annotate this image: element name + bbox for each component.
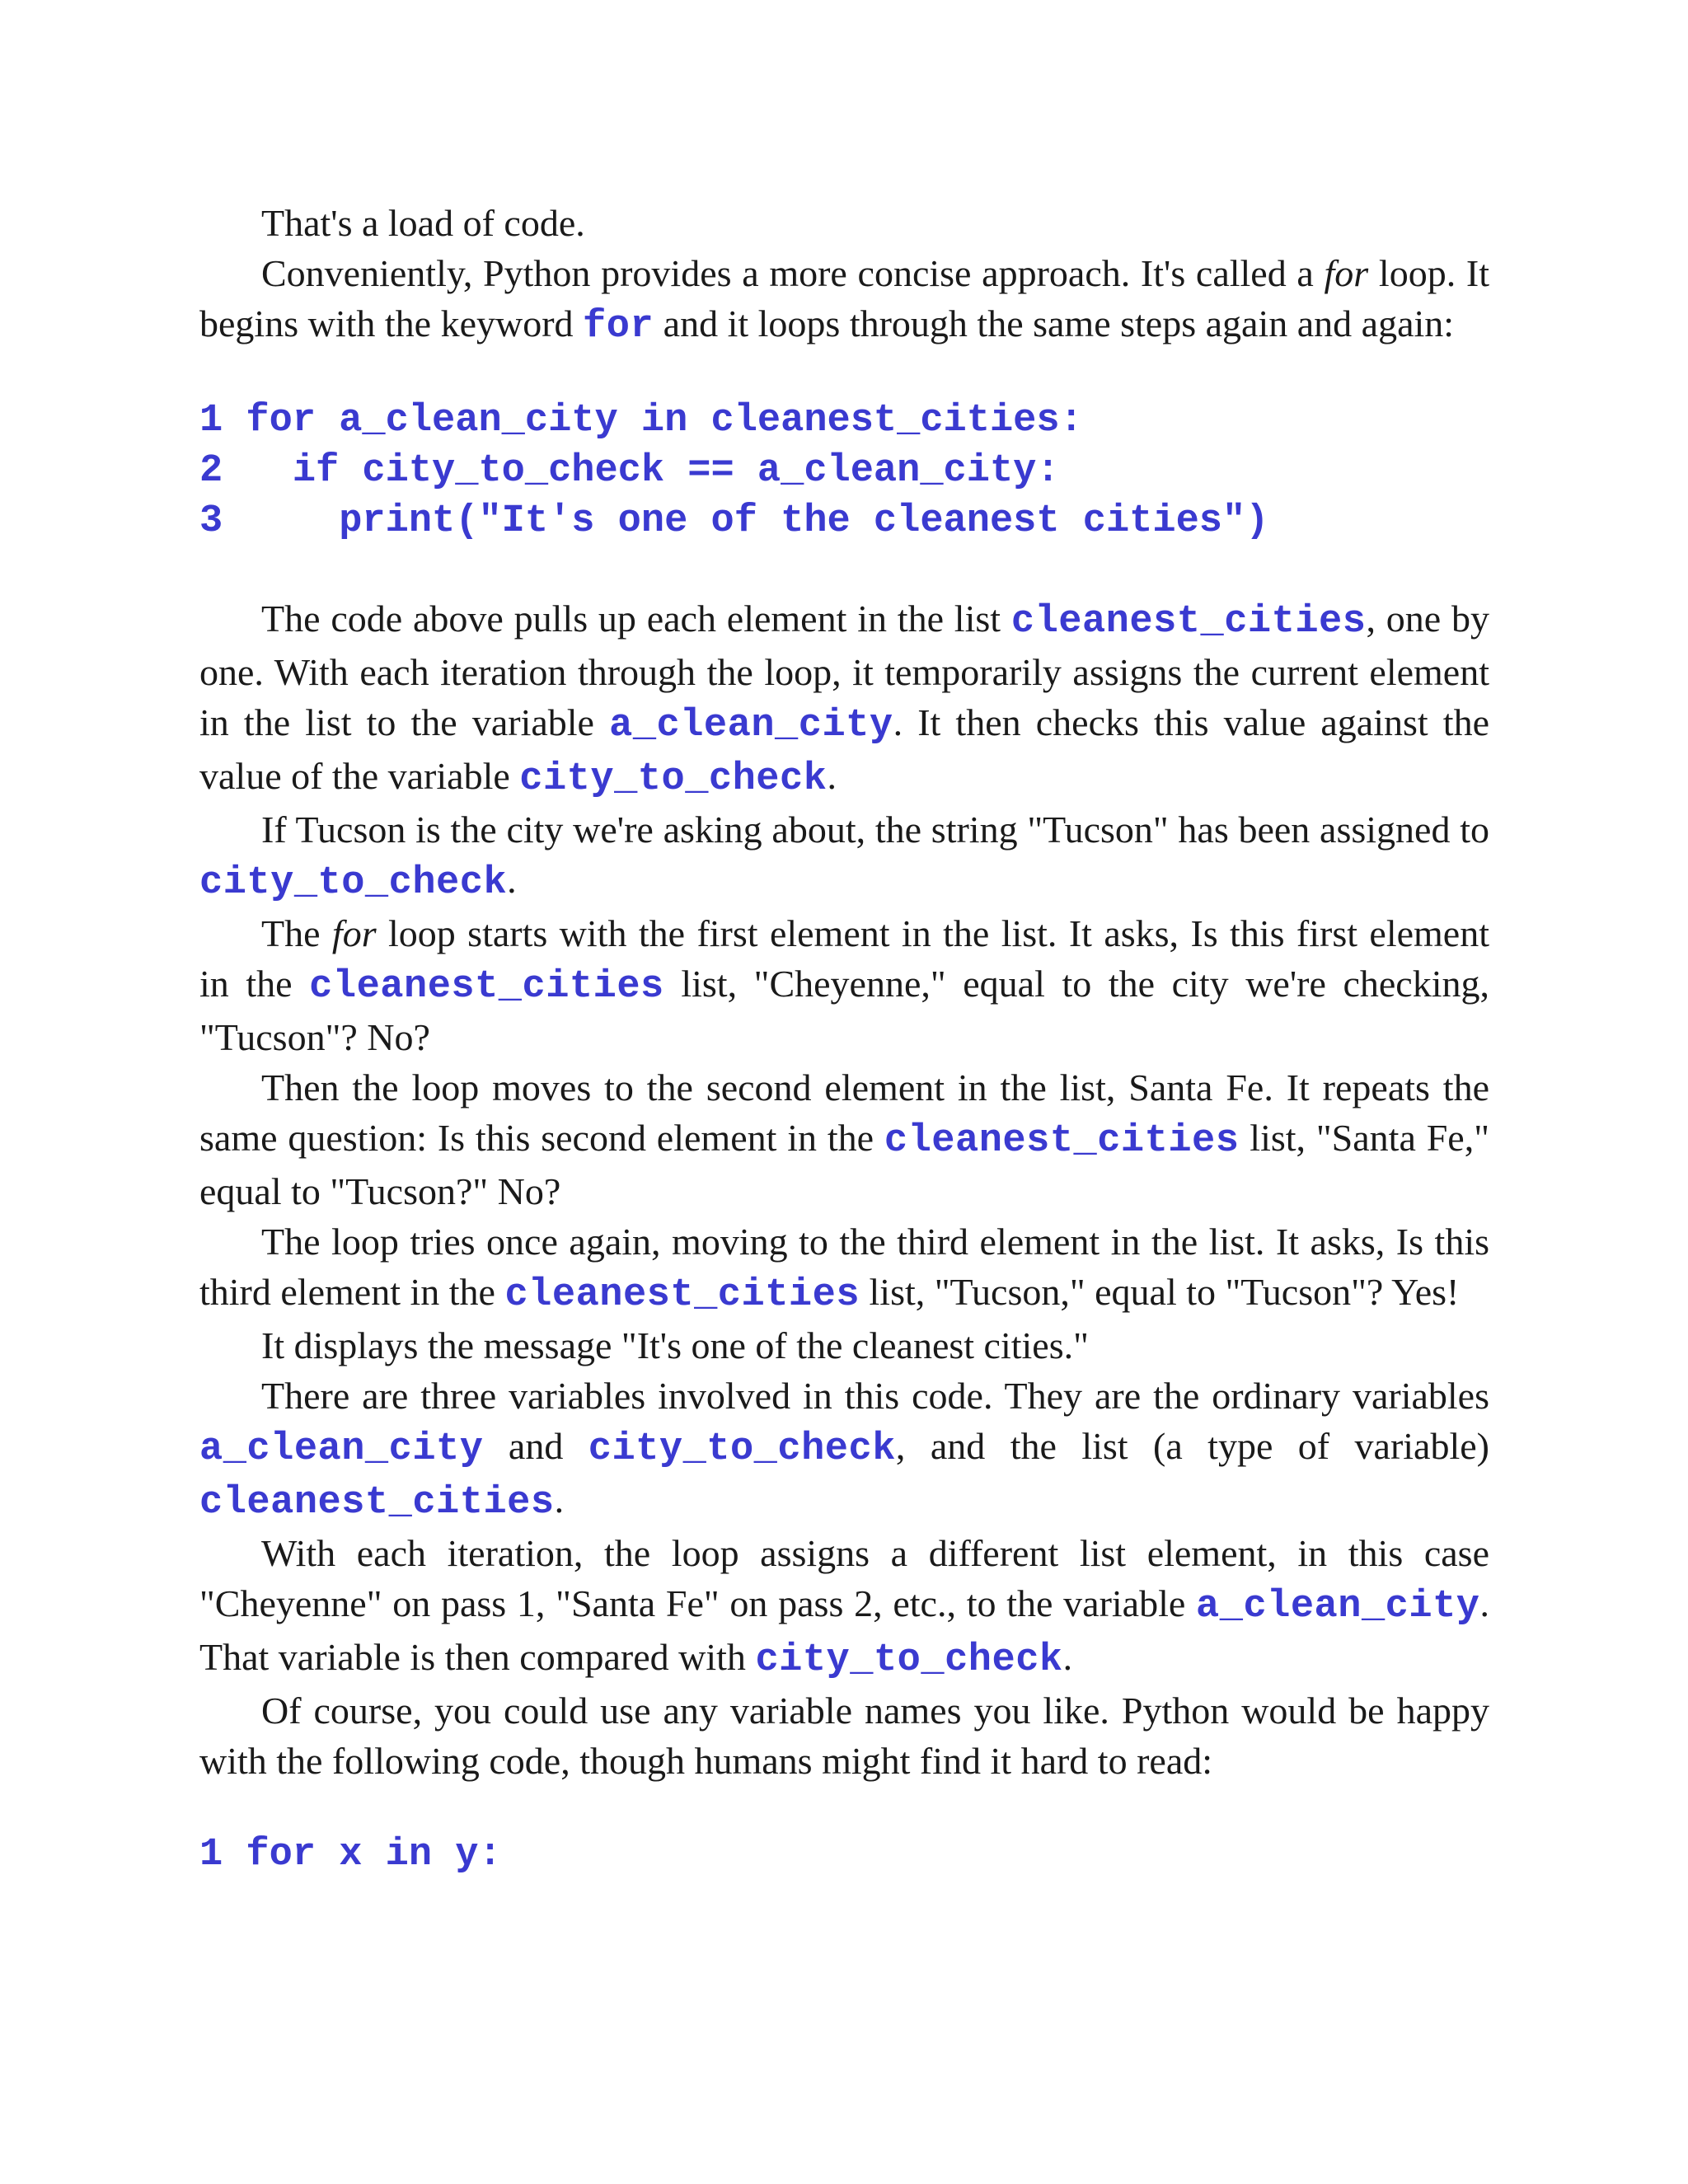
paragraph-text: That's a load of code. (261, 202, 585, 244)
paragraph-text: . (1062, 1636, 1073, 1678)
paragraph-text: list, "Tucson," equal to "Tucson"? Yes! (860, 1271, 1460, 1313)
code-line: 2 if city_to_check == a_clean_city: (199, 449, 1060, 493)
paragraph-text: . That variable is then compared with (199, 1582, 1489, 1678)
inline-code: a_clean_city (609, 704, 893, 748)
paragraph (199, 804, 1489, 908)
paragraph-text: Conveniently, Python provides a more concise approach. It's called a (261, 252, 1325, 294)
inline-code: city_to_check (519, 757, 828, 801)
paragraph-text: , one by one. With each iteration through the loop, it temporarily assigns the current element in the list to the variable (199, 598, 1489, 743)
paragraph (199, 1371, 1489, 1528)
paragraph-text: loop starts with the first element in the list. It asks, Is this first element in the (199, 912, 1489, 1005)
paragraph-text: With each iteration, the loop assigns a different list element, in this case "Cheyenne" on pass 1, "Santa Fe" on pass 2, etc., to the variable (199, 1532, 1489, 1624)
paragraph-text: list, "Santa Fe," equal to "Tucson?" No? (199, 1117, 1489, 1212)
code-line: 1 for x in y: (199, 1833, 502, 1877)
code-block (199, 396, 1489, 546)
inline-code: cleanest_cities (504, 1273, 860, 1317)
inline-code: city_to_check (199, 861, 508, 905)
paragraph-text: . (507, 859, 517, 901)
paragraph (199, 1685, 1489, 1786)
paragraph-text: There are three variables involved in this code. They are the ordinary variables (261, 1375, 1489, 1417)
inline-code: cleanest_cities (884, 1119, 1240, 1163)
document-page (199, 198, 1489, 1880)
paragraph-text: , and the list (a type of variable) (895, 1425, 1489, 1467)
inline-code: cleanest_cities (1010, 600, 1367, 644)
paragraph-text: loop. It begins with the keyword (199, 252, 1489, 344)
paragraph-text: . (827, 755, 837, 797)
code-block (199, 1830, 1489, 1880)
italic-term: for (1324, 252, 1369, 294)
inline-code: a_clean_city (1196, 1585, 1480, 1629)
inline-code: a_clean_city (199, 1427, 484, 1471)
paragraph (199, 1062, 1489, 1216)
paragraph (199, 908, 1489, 1062)
code-line: 3 print("It's one of the cleanest cities") (199, 499, 1269, 543)
paragraph-text: and (483, 1425, 588, 1467)
inline-code: city_to_check (588, 1427, 896, 1471)
paragraph (199, 1320, 1489, 1371)
paragraph-text: The code above pulls up each element in the list (261, 598, 1011, 640)
inline-code: cleanest_cities (199, 1481, 555, 1525)
paragraph-text: Of course, you could use any variable names you like. Python would be happy with the following code, though humans might find it hard to read: (199, 1690, 1489, 1782)
paragraph (199, 593, 1489, 804)
inline-code: for (583, 305, 654, 349)
paragraph-text: The (261, 912, 332, 954)
paragraph (199, 198, 1489, 248)
paragraph-text: Then the loop moves to the second element in the list, Santa Fe. It repeats the same question: Is this second element in the (199, 1066, 1489, 1159)
paragraph-text: . (554, 1479, 565, 1521)
paragraph (199, 248, 1489, 352)
paragraph-text: . It then checks this value against the value of the variable (199, 701, 1489, 797)
paragraph-text: The loop tries once again, moving to the third element in the list. It asks, Is this third element in the (199, 1221, 1489, 1313)
inline-code: city_to_check (755, 1638, 1063, 1682)
paragraph-text: It displays the message "It's one of the cleanest cities." (261, 1324, 1089, 1366)
paragraph (199, 1216, 1489, 1320)
paragraph-text: and it loops through the same steps again and again: (654, 302, 1455, 344)
code-line: 1 for a_clean_city in cleanest_cities: (199, 399, 1083, 443)
paragraph (199, 1528, 1489, 1685)
inline-code: cleanest_cities (309, 965, 664, 1009)
paragraph-text: If Tucson is the city we're asking about, the string "Tucson" has been assigned to (261, 808, 1489, 851)
paragraph-text: list, "Cheyenne," equal to the city we're checking, "Tucson"? No? (199, 963, 1489, 1058)
italic-term: for (331, 912, 377, 954)
